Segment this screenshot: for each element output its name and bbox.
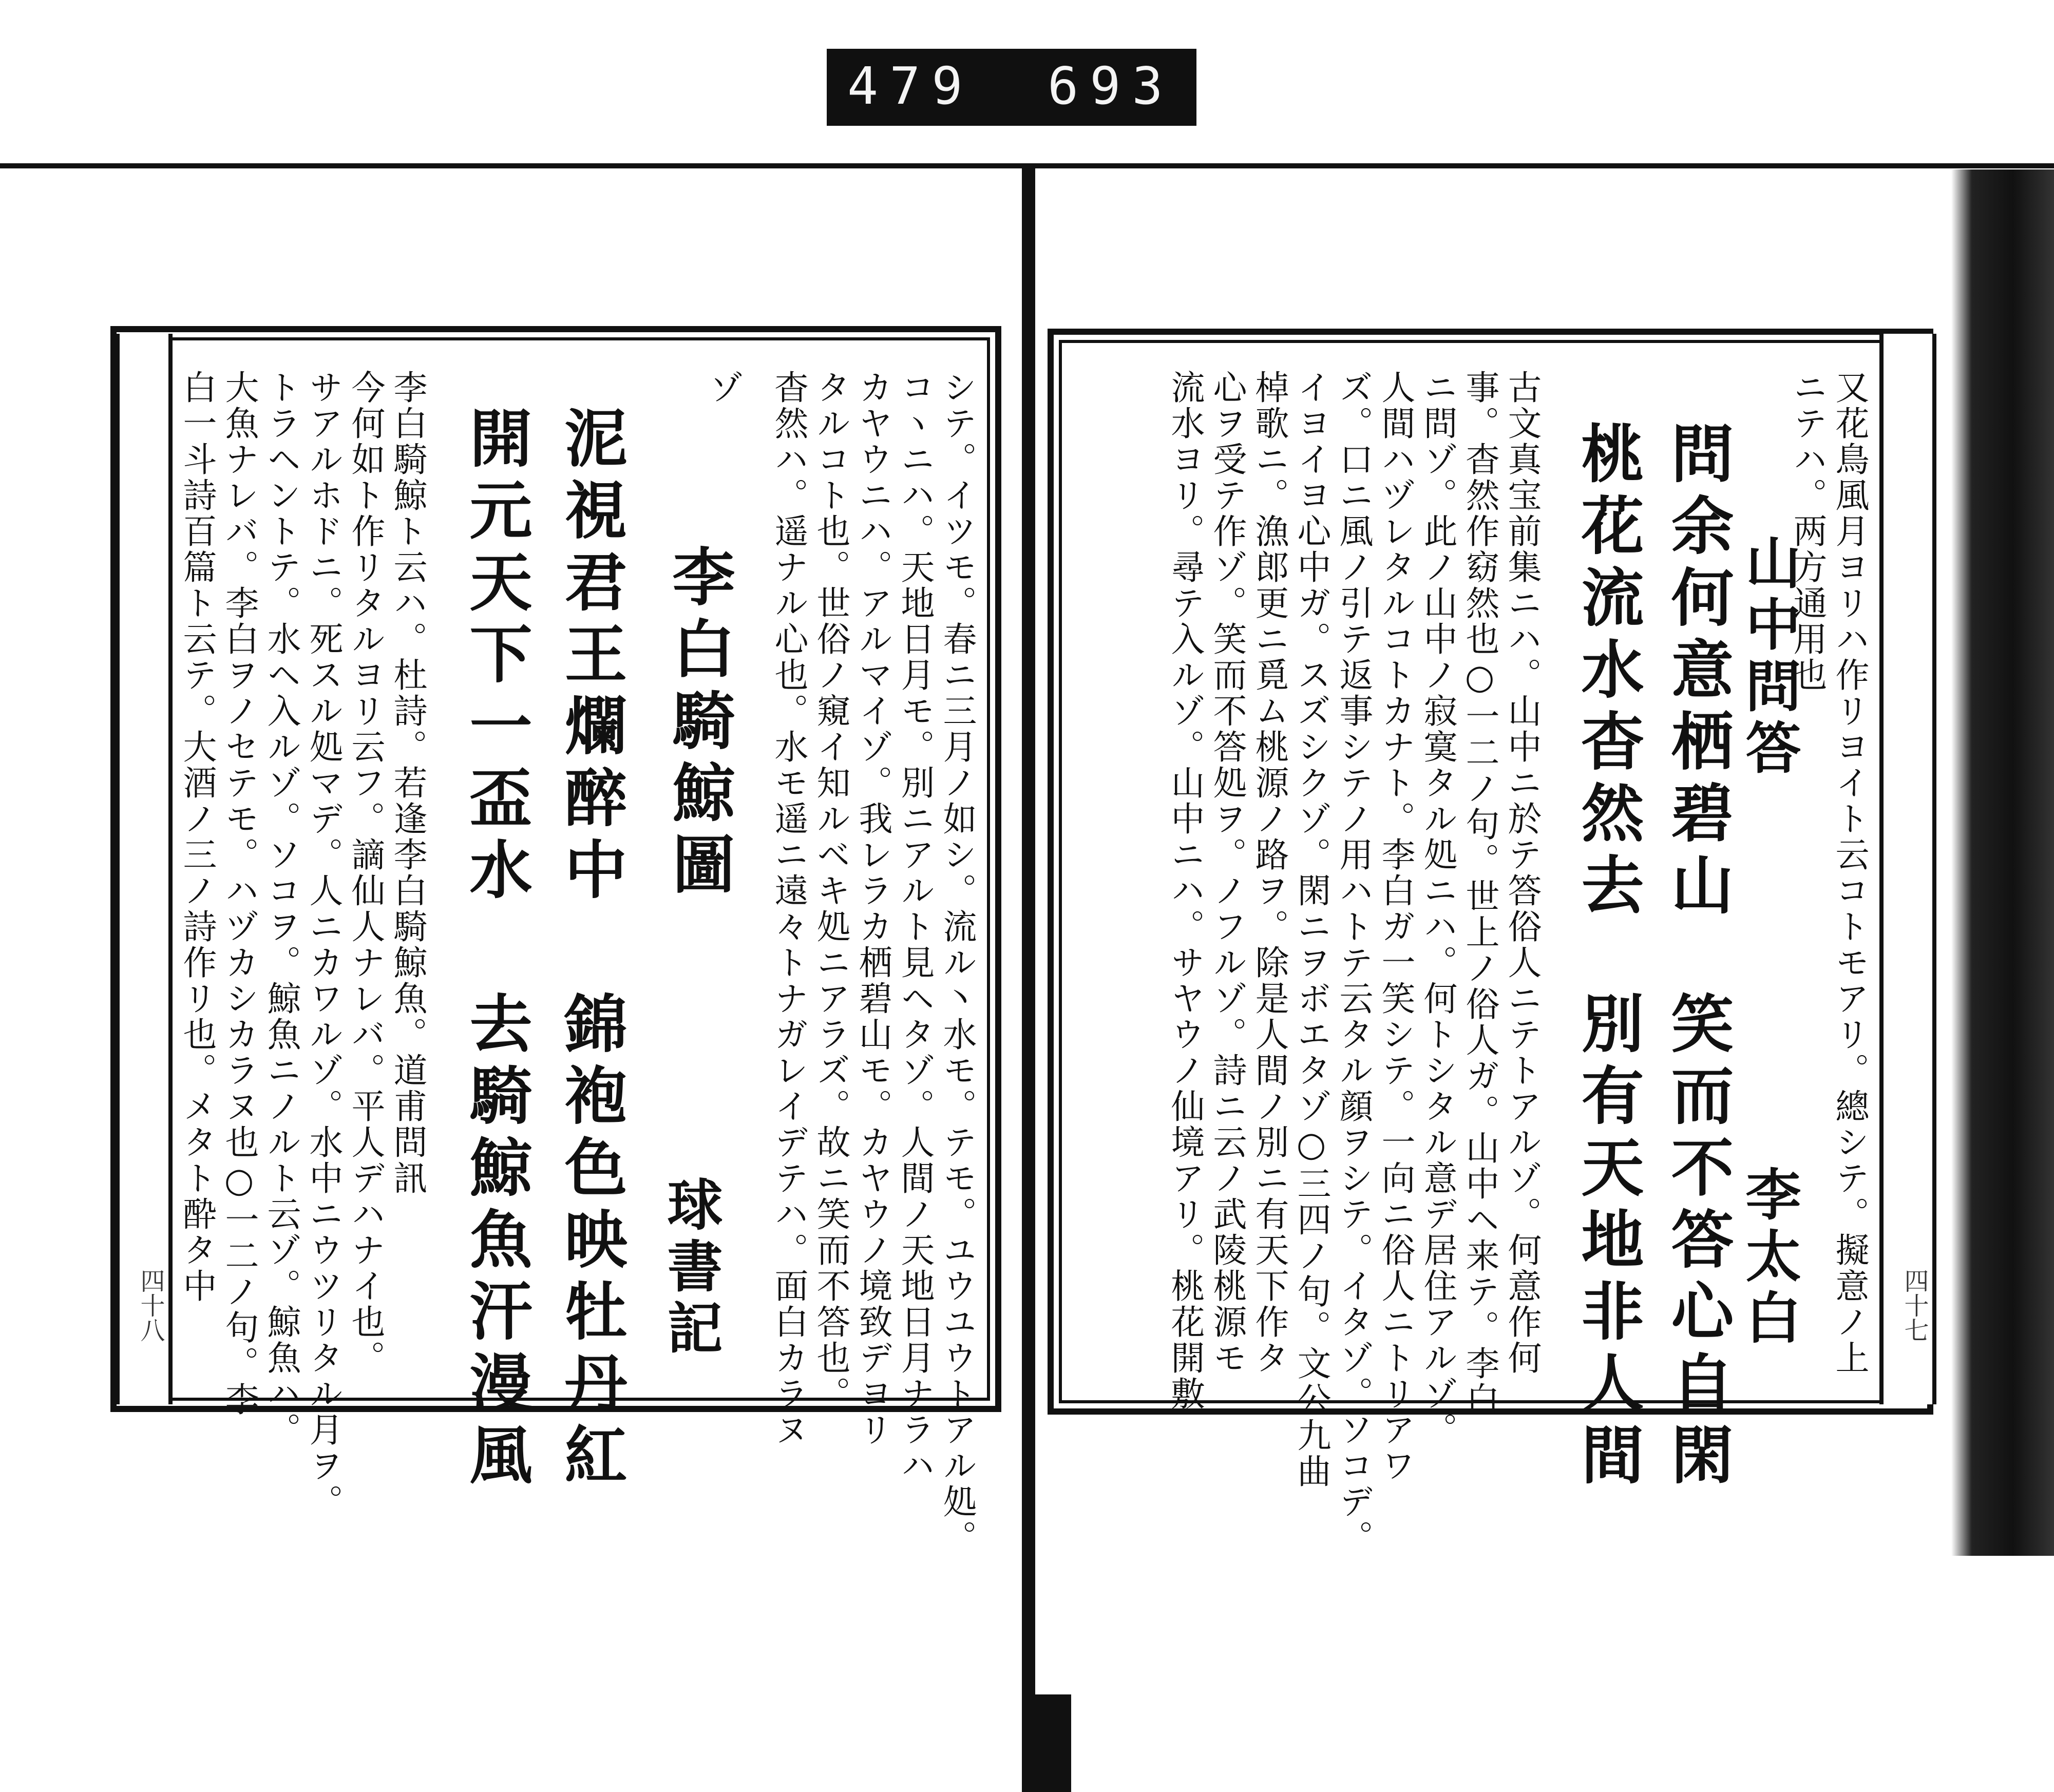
right-col-2: ニテハ。两方通用也 <box>1787 370 1827 693</box>
right-poem-title: 山中問答 <box>1736 534 1801 780</box>
left-poem-author: 球書記 <box>658 1176 722 1361</box>
right-page-margin <box>1879 334 1936 1404</box>
right-comm-2: 事。杳然作窈然也○一二ノ句。世上ノ俗人ガ。山中ヘ来テ。李白 <box>1460 370 1499 1418</box>
right-comm-3: ニ問ゾ。此ノ山中ノ寂寞タル処ニハ。何トシタル意デ居住アルゾ。 <box>1418 370 1457 1448</box>
right-comm-1: 古文真宝前集ニハ。山中ニ於テ答俗人ニテトアルゾ。何意作何 <box>1502 370 1542 1376</box>
right-comm-8: 心ヲ受テ作ゾ。笑而不答処ヲ。ノフルゾ。詩ニ云ノ武陵桃源モ <box>1207 370 1247 1376</box>
left-poem-line-3: 錦袍色映牡丹紅 <box>554 991 628 1494</box>
book-edge <box>1951 169 2054 1556</box>
right-comm-6: イヨイヨ心中ガ。スズシクゾ。閑ニヲボエタゾ○三四ノ句。文公九曲 <box>1291 370 1331 1490</box>
left-comm-1: 李白騎鯨ト云ハ。杜詩。若逢李白騎鯨魚。道甫問訊 <box>388 370 427 1196</box>
left-comm-4: トラヘントテ。水ヘ入ルゾ。ソコヲ。鯨魚ニノルト云ゾ。鯨魚ハ。 <box>261 370 301 1448</box>
left-comm-2: 今何如ト作リタルヨリ云フ。謫仙人ナレバ。平人デハナイ也。 <box>346 370 385 1376</box>
right-poem-line-1: 問余何意栖碧山 <box>1661 421 1735 924</box>
right-comm-5: ズ。口ニ風ノ引テ返事シテノ用ハトテ云タル顔ヲシテ。イタゾ。ソコデ。 <box>1334 370 1373 1556</box>
right-poem-line-4: 別有天地非人間 <box>1571 991 1645 1494</box>
left-col-2: コヽニハ。天地日月モ。別ニアルト見ヘタゾ。人間ノ天地日月ナラハ <box>895 370 935 1484</box>
left-col-3: カヤウニハ。アルマイゾ。我レラカ栖碧山モ。カヤウノ境致デヨリ <box>853 370 892 1448</box>
book-spine <box>1022 164 1035 1792</box>
right-comm-7: 棹歌ニ。漁郎更ニ覓ム桃源ノ路ヲ。除是人間ノ別ニ有天下作タ <box>1249 370 1289 1376</box>
right-folio-number: 四十七 <box>1900 1268 1929 1342</box>
left-col-5: 杳然ハ。遥ナル心也。水モ遥ニ遠々トナガレイデテハ。面白カラヌ <box>769 370 808 1448</box>
right-comm-4: 人間ハヅレタルコトカナト。李白ガ一笑シテ。一向ニ俗人ニトリアワ <box>1376 370 1415 1484</box>
left-col-6: ゾ <box>703 370 743 406</box>
left-col-1: シテ。イツモ。春ニ三月ノ如シ。流ル丶水モ。テモ。ユウユウトアル処。 <box>937 370 977 1556</box>
left-comm-5: 大魚ナレバ。李白ヲノセテモ。ハヅカシカラヌ也○一二ノ句。李 <box>219 370 259 1418</box>
page-number: 693 <box>1048 56 1174 116</box>
spine-shadow <box>1035 1694 1071 1792</box>
right-poem-author: 李太白 <box>1736 1166 1801 1350</box>
right-comm-9: 流水ヨリ。尋テ入ルゾ。山中ニハ。サヤウノ仙境アリ。桃花開敷 <box>1165 370 1205 1412</box>
left-comm-3: サアルホドニ。死スル処マデ。人ニカワルゾ。水中ニウツリタル月ヲ。 <box>303 370 343 1520</box>
left-folio-number: 四十八 <box>136 1268 165 1342</box>
frame-number: 479 <box>847 56 974 116</box>
film-frame-label <box>827 49 1196 126</box>
right-poem-line-2: 桃花流水杳然去 <box>1571 421 1645 924</box>
left-poem-title: 李白騎鯨圖 <box>662 544 736 904</box>
left-page-margin <box>116 334 173 1404</box>
left-poem-line-1: 泥視君王爛醉中 <box>554 406 628 909</box>
left-col-4: タルコト也。世俗ノ窺イ知ルベキ処ニアラズ。故ニ笑而不答也。 <box>811 370 850 1412</box>
left-poem-line-2: 開元天下一盃水 <box>459 406 533 909</box>
left-comm-6: 白一斗詩百篇ト云テ。大酒ノ三ノ詩作リ也。メタト酔タ中 <box>177 370 217 1304</box>
left-poem-line-4: 去騎鯨魚汗漫風 <box>459 991 533 1494</box>
right-col-1: 又花鳥風月ヨリハ作リヨイト云コトモアリ。總シテ。擬意ノ上 <box>1830 370 1869 1376</box>
right-poem-line-3: 笑而不答心自閑 <box>1661 991 1735 1494</box>
